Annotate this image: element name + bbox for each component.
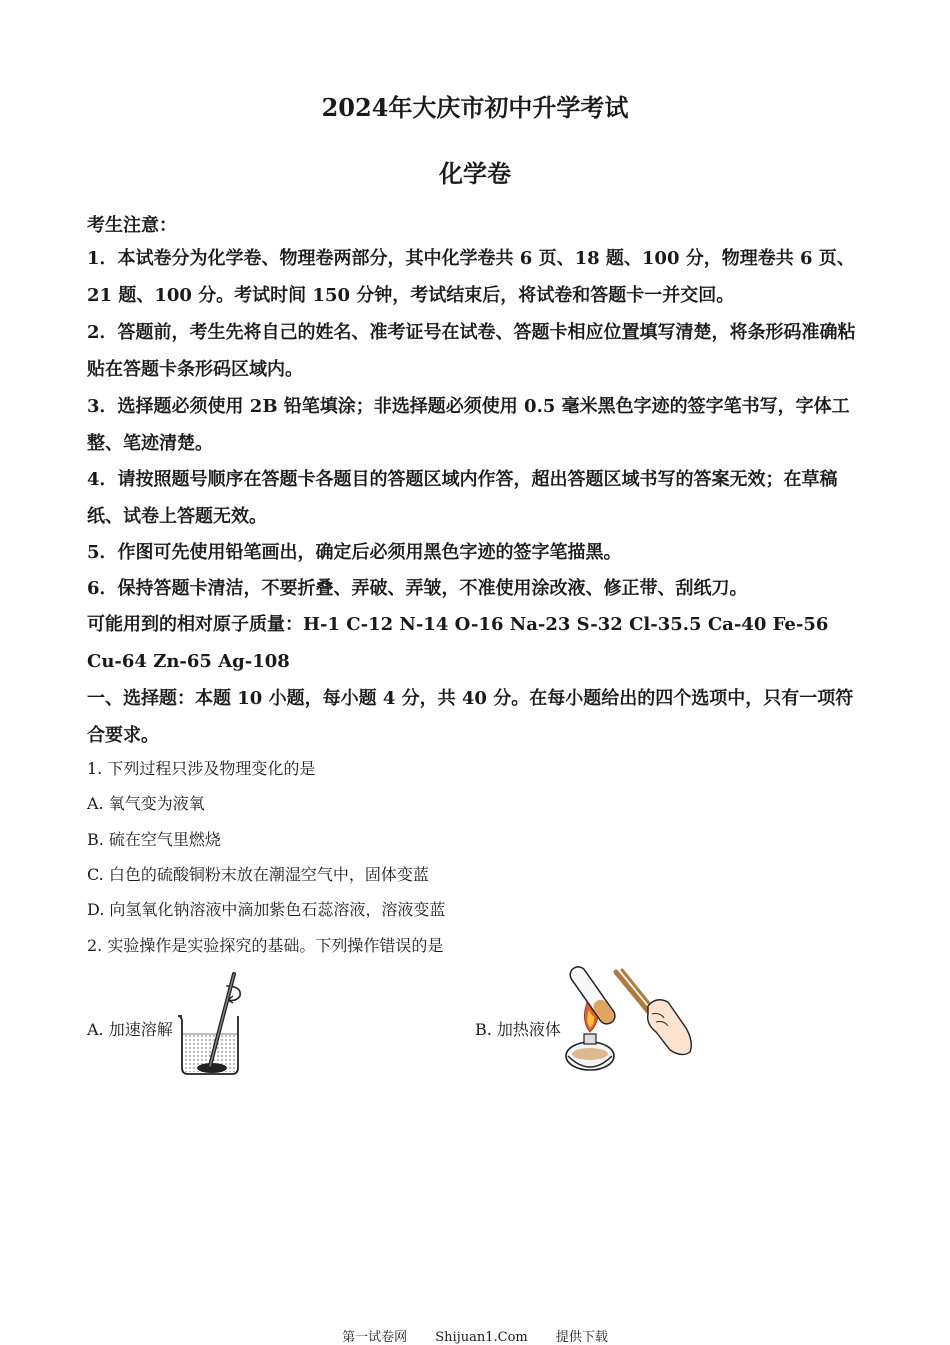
notice-heading: 考生注意： [87, 215, 177, 236]
page-footer [0, 1326, 950, 1345]
question-1-option-d: D. 向氢氧化钠溶液中滴加紫色石蕊溶液，溶液变蓝 [87, 900, 446, 919]
footer-site-cn: 第一试卷网 [342, 1330, 408, 1345]
notice-item-6: 6．保持答题卡清洁，不要折叠、弄破、弄皱，不准使用涂改液、修正带、刮纸刀。 [87, 578, 748, 599]
atomic-masses: 可能用到的相对原子质量：H-1 C-12 N-14 O-16 Na-23 S-32 Cl-35.5 Ca-40 Fe-56 Cu-64 Zn-65 Ag-108 [87, 614, 829, 672]
question-2-option-b: B. 加热液体 [475, 1020, 561, 1039]
page-subtitle: 化学卷 [439, 159, 511, 188]
question-1-option-a: A. 氧气变为液氧 [87, 794, 205, 813]
footer-site-en: Shijuan1.Com [435, 1330, 528, 1345]
footer-note: 提供下载 [555, 1330, 608, 1345]
page-title: 2024年大庆市初中升学考试 [321, 93, 629, 122]
section-heading: 一、选择题：本题 10 小题，每小题 4 分，共 40 分。在每小题给出的四个选项中，只有一项符合要求。 [87, 688, 854, 746]
heating-liquid-figure [560, 966, 696, 1076]
notice-item-2: 2．答题前，考生先将自己的姓名、准考证号在试卷、答题卡相应位置填写清楚，将条形码准确粘贴在答题卡条形码区域内。 [87, 322, 856, 380]
question-2-stem: 2. 实验操作是实验探究的基础。下列操作错误的是 [87, 936, 444, 955]
notice-item-4: 4．请按照题号顺序在答题卡各题目的答题区域内作答，超出答题区域书写的答案无效；在草稿纸、试卷上答题无效。 [87, 469, 838, 527]
notice-item-1: 1．本试卷分为化学卷、物理卷两部分，其中化学卷共 6 页、18 题、100 分，物理卷共 6 页、21 题、100 分。考试时间 150 分钟，考试结束后，将试卷和答题卡一并交回。 [87, 248, 855, 306]
notice-item-3: 3．选择题必须使用 2B 铅笔填涂；非选择题必须使用 0.5 毫米黑色字迹的签字笔书写，字体工整、笔迹清楚。 [87, 396, 850, 454]
question-1-stem: 1. 下列过程只涉及物理变化的是 [87, 759, 316, 778]
beaker-stirring-figure [176, 970, 246, 1078]
question-2-option-a: A. 加速溶解 [87, 1020, 173, 1039]
question-1-option-b: B. 硫在空气里燃烧 [87, 830, 221, 849]
question-1-option-c: C. 白色的硫酸铜粉末放在潮湿空气中，固体变蓝 [87, 865, 429, 884]
notice-item-5: 5．作图可先使用铅笔画出，确定后必须用黑色字迹的签字笔描黑。 [87, 542, 622, 563]
